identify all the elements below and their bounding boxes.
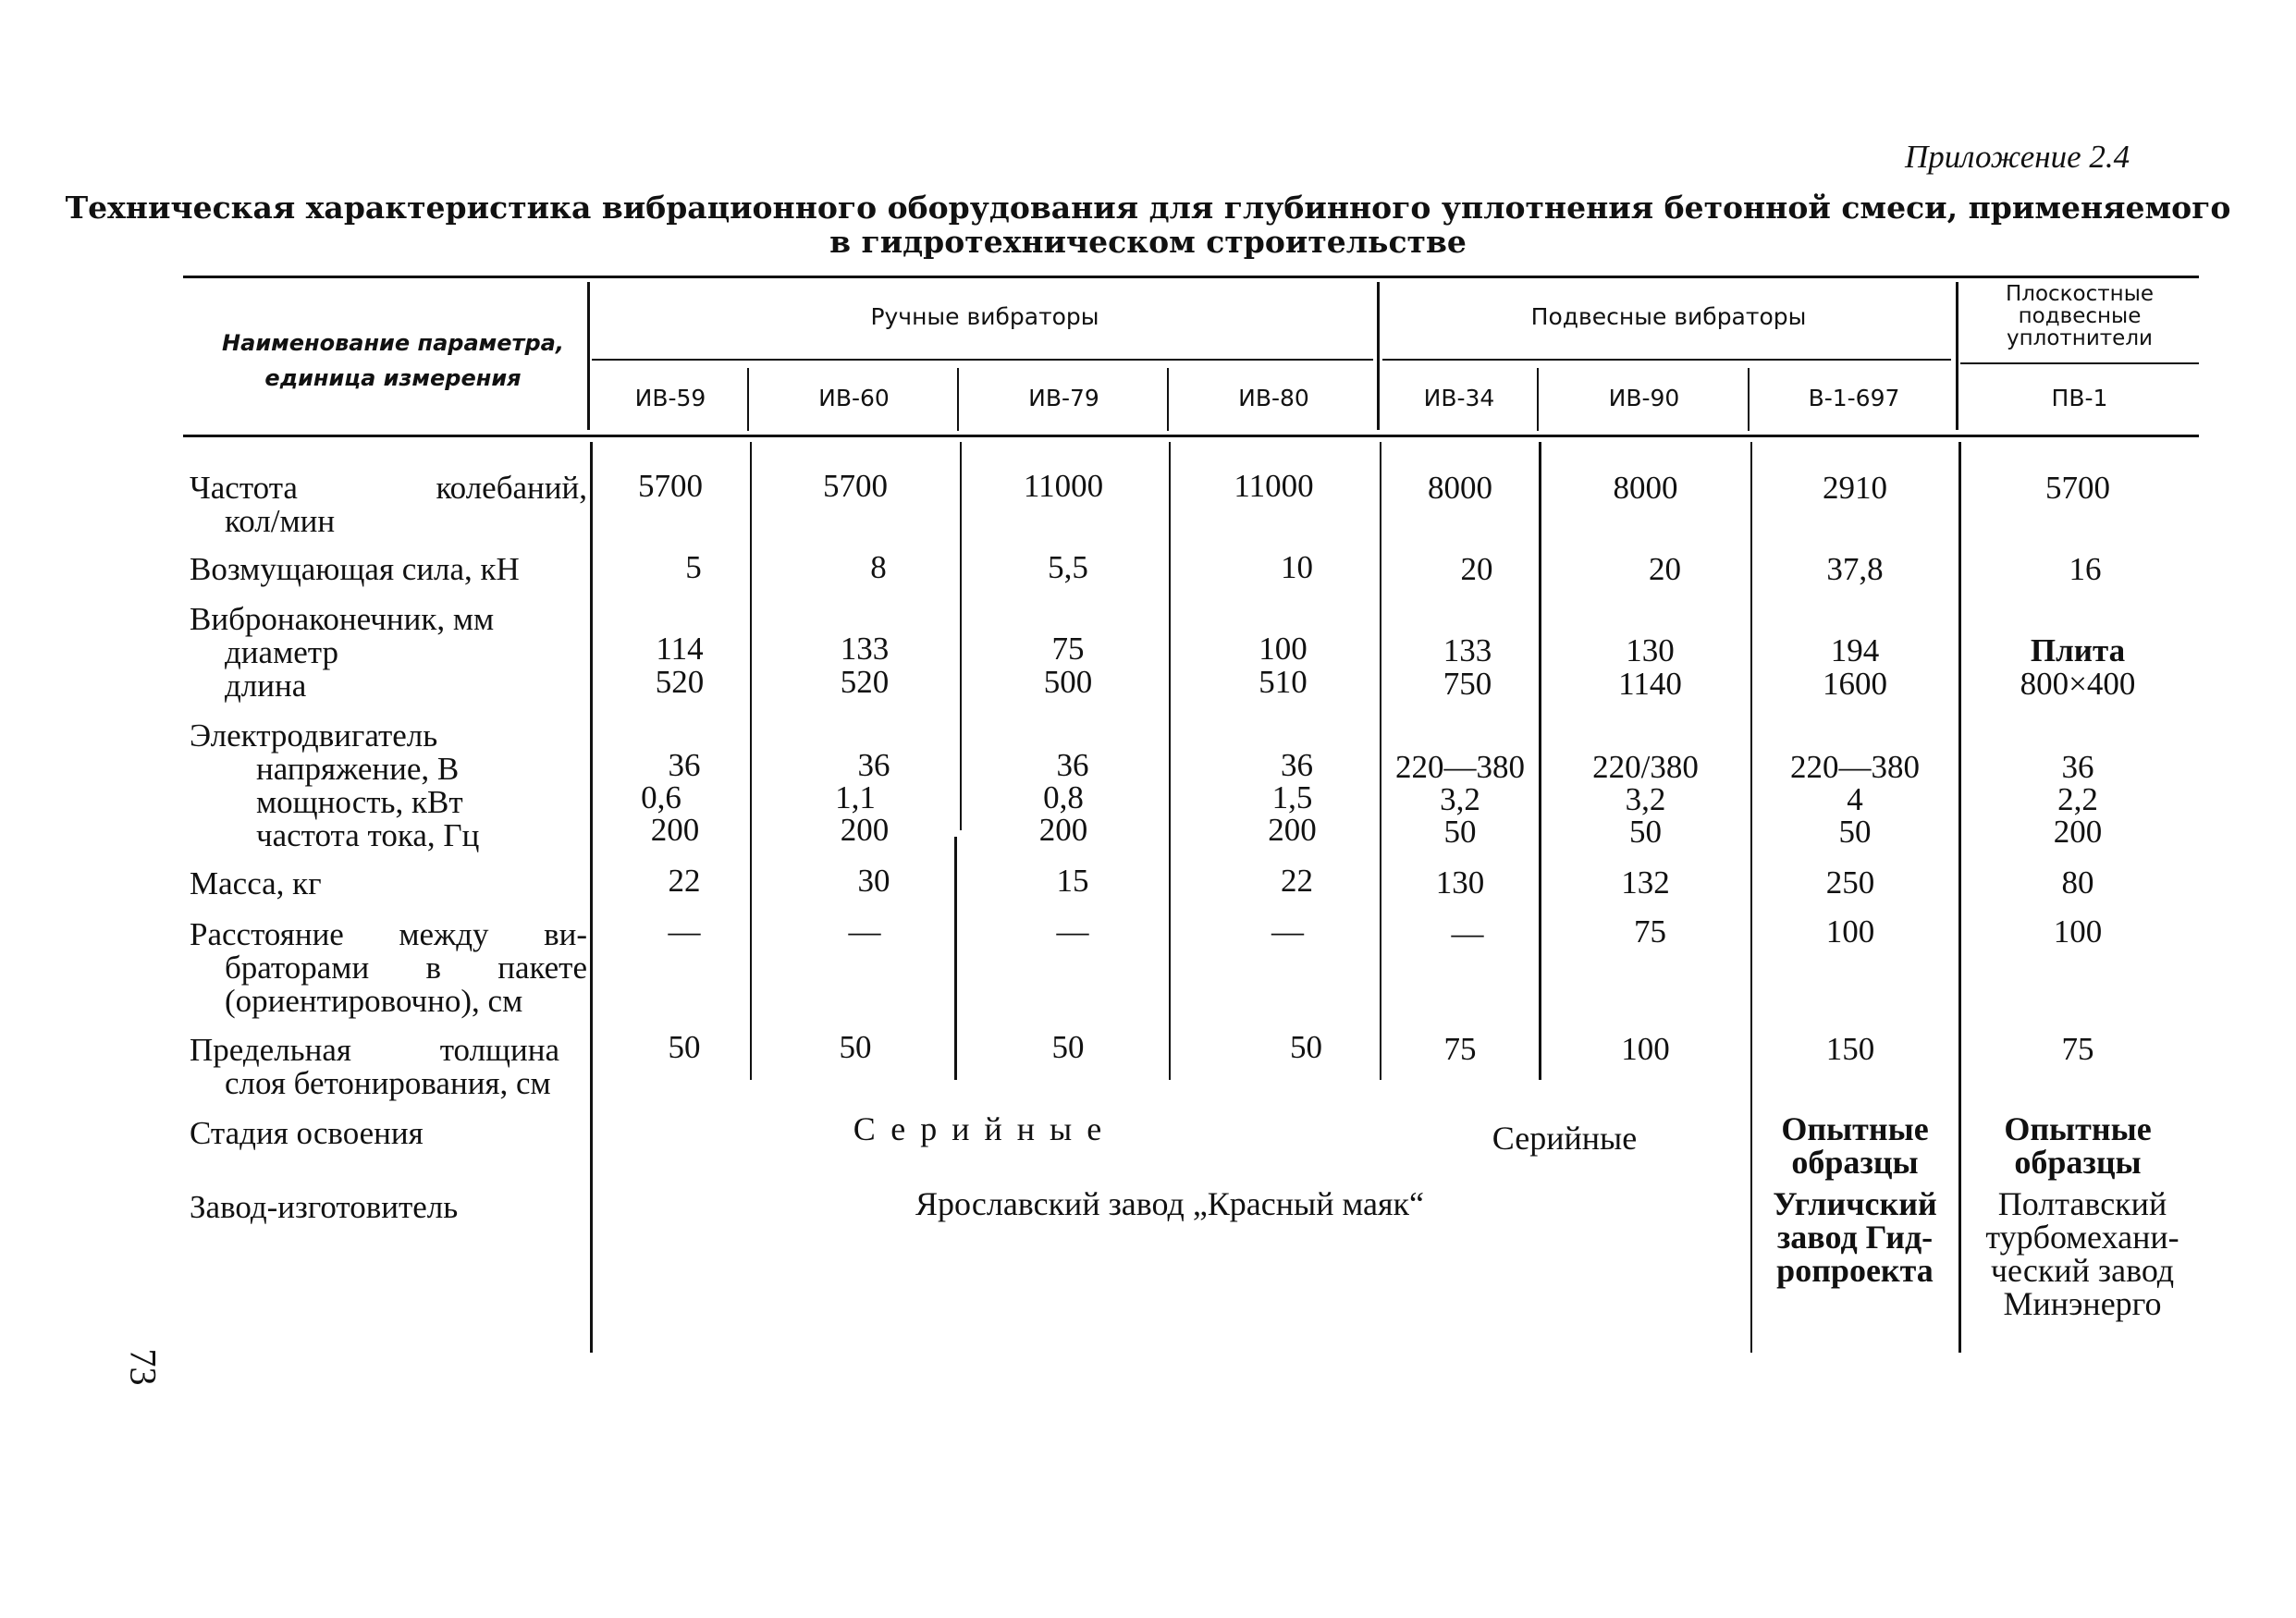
cell-motor-hz-iv80: 200 xyxy=(1268,812,1317,848)
label-motor: Электродвигатель напряжение, В мощность, кВт частота тока, Гц xyxy=(190,717,480,853)
cell-motor-power-iv79: 0,8 xyxy=(1043,779,1084,815)
header-group-suspended: Подвесные вибраторы xyxy=(1530,303,1807,330)
cell-dist-v1697: 100 xyxy=(1825,913,1875,950)
cell-motor-volt-iv60: 36 xyxy=(857,747,890,783)
cell-motor-hz-iv60: 200 xyxy=(840,812,890,848)
label-distance: Расстояние между ви- браторами в пакете (ориентировочно), см xyxy=(190,916,587,1019)
cell-motor-power-pv1: 2,2 xyxy=(2057,781,2098,817)
cell-force-iv60: 8 xyxy=(870,549,887,585)
cell-force-iv90: 20 xyxy=(1649,551,1681,587)
vline-param xyxy=(587,282,590,430)
cell-force-iv80: 10 xyxy=(1281,549,1313,585)
header-group-planar: Плоскостные подвесные уплотнители xyxy=(2005,282,2155,350)
cell-thick-v1697: 150 xyxy=(1825,1031,1875,1067)
header-model-iv90: ИВ-90 xyxy=(1608,385,1680,411)
cell-motor-power-iv80: 1,5 xyxy=(1271,779,1313,815)
label-stage: Стадия освоения xyxy=(190,1115,424,1151)
table-title-line-2: в гидротехническом строительстве xyxy=(829,224,1467,260)
cell-force-iv34: 20 xyxy=(1460,551,1493,587)
cell-tip-diam-iv34: 133 xyxy=(1443,632,1492,668)
cell-tip-diam-iv90: 130 xyxy=(1626,632,1675,668)
cell-motor-power-iv90: 3,2 xyxy=(1625,781,1666,817)
cell-dist-iv60: — xyxy=(848,913,881,950)
cell-stage-suspended: Серийные xyxy=(1492,1120,1638,1157)
header-model-iv34: ИВ-34 xyxy=(1423,385,1495,411)
cell-tip-diam-iv60: 133 xyxy=(840,631,890,667)
cell-freq-iv79: 11000 xyxy=(1023,468,1104,504)
cell-dist-pv1: 100 xyxy=(2053,913,2103,950)
cell-thick-iv60: 50 xyxy=(839,1029,872,1065)
cell-tip-diam-v1697: 194 xyxy=(1830,632,1880,668)
cell-thick-iv34: 75 xyxy=(1443,1031,1477,1067)
appendix-label: Приложение 2.4 xyxy=(1905,139,2130,175)
cell-tip-len-iv90: 1140 xyxy=(1618,666,1682,702)
cell-factory-shared: Ярославский завод „Красный маяк“ xyxy=(915,1185,1425,1222)
page-number: 73 xyxy=(122,1348,165,1386)
header-model-v1697: В-1-697 xyxy=(1808,385,1900,411)
cell-thick-iv59: 50 xyxy=(668,1029,701,1065)
cell-tip-pv1-line1: Плита xyxy=(2030,632,2126,668)
cell-motor-hz-iv90: 50 xyxy=(1629,814,1662,850)
cell-dist-iv34: — xyxy=(1451,915,1484,951)
cell-stage-manual: Серийные xyxy=(853,1110,1117,1147)
cell-stage-v1697: Опытные образцы xyxy=(1781,1110,1929,1181)
cell-motor-hz-iv59: 200 xyxy=(650,812,700,848)
group-rule-suspended xyxy=(1382,359,1951,361)
cell-mass-iv80: 22 xyxy=(1281,863,1313,899)
cell-motor-volt-iv79: 36 xyxy=(1056,747,1089,783)
top-rule xyxy=(183,276,2199,278)
cell-freq-iv59: 5700 xyxy=(638,468,703,504)
header-group-manual: Ручные вибраторы xyxy=(870,303,1099,330)
cell-tip-len-iv34: 750 xyxy=(1443,666,1492,702)
cell-freq-v1697: 2910 xyxy=(1823,470,1887,506)
cell-thick-pv1: 75 xyxy=(2061,1031,2094,1067)
label-mass: Масса, кг xyxy=(190,865,322,901)
header-model-iv60: ИВ-60 xyxy=(818,385,890,411)
cell-factory-v1697: Угличский завод Гид- ропроекта xyxy=(1773,1185,1937,1289)
cell-tip-diam-iv79: 75 xyxy=(1051,631,1085,667)
cell-stage-pv1: Опытные образцы xyxy=(2004,1110,2152,1181)
group-rule-planar xyxy=(1960,362,2199,364)
cell-tip-len-iv80: 510 xyxy=(1259,664,1308,700)
cell-dist-iv80: — xyxy=(1271,913,1304,950)
cell-motor-hz-iv34: 50 xyxy=(1443,814,1477,850)
cell-motor-volt-iv90: 220/380 xyxy=(1592,749,1699,785)
cell-tip-len-iv79: 500 xyxy=(1043,664,1093,700)
header-param-label: Наименование параметра, единица измерения xyxy=(222,330,564,391)
label-tip: Вибронаконечник, мм диаметр длина xyxy=(190,601,495,704)
cell-freq-iv34: 8000 xyxy=(1428,470,1492,506)
cell-motor-volt-iv80: 36 xyxy=(1281,747,1313,783)
header-model-iv59: ИВ-59 xyxy=(634,385,706,411)
cell-dist-iv90: 75 xyxy=(1634,913,1666,950)
cell-mass-iv34: 130 xyxy=(1435,864,1485,901)
cell-mass-pv1: 80 xyxy=(2061,864,2094,901)
cell-tip-diam-iv80: 100 xyxy=(1259,631,1308,667)
cell-motor-volt-pv1: 36 xyxy=(2061,749,2094,785)
cell-motor-volt-iv34: 220—380 xyxy=(1395,749,1525,785)
cell-dist-iv79: — xyxy=(1056,913,1089,950)
vline-body-7 xyxy=(1958,442,1961,1353)
cell-mass-v1697: 250 xyxy=(1825,864,1875,901)
cell-motor-hz-v1697: 50 xyxy=(1838,814,1872,850)
cell-motor-hz-iv79: 200 xyxy=(1038,812,1088,848)
cell-thick-iv79: 50 xyxy=(1051,1029,1085,1065)
cell-motor-hz-pv1: 200 xyxy=(2053,814,2103,850)
cell-freq-iv80: 11000 xyxy=(1234,468,1314,504)
cell-force-iv59: 5 xyxy=(685,549,702,585)
cell-mass-iv59: 22 xyxy=(668,863,701,899)
label-thickness: Предельная толщина слоя бетонирования, см xyxy=(190,1032,559,1101)
label-force: Возмущающая сила, кН xyxy=(190,551,520,587)
group-rule-manual xyxy=(592,359,1373,361)
cell-motor-power-iv60: 1,1 xyxy=(835,779,876,815)
cell-freq-iv60: 5700 xyxy=(823,468,888,504)
table-title-line-1: Техническая характеристика вибрационного оборудования для глубинного уплотнения бетонной смеси, применяемого xyxy=(65,190,2231,226)
header-bottom-rule xyxy=(183,435,2199,437)
cell-mass-iv79: 15 xyxy=(1056,863,1089,899)
cell-force-pv1: 16 xyxy=(2069,551,2102,587)
cell-motor-power-iv59: 0,6 xyxy=(641,779,681,815)
cell-freq-pv1: 5700 xyxy=(2045,470,2110,506)
cell-tip-len-iv60: 520 xyxy=(840,664,890,700)
header-model-iv80: ИВ-80 xyxy=(1238,385,1309,411)
cell-tip-pv1-line2: 800×400 xyxy=(2020,666,2136,702)
cell-force-iv79: 5,5 xyxy=(1048,549,1088,585)
cell-freq-iv90: 8000 xyxy=(1613,470,1678,506)
cell-mass-iv90: 132 xyxy=(1621,864,1670,901)
cell-tip-len-iv59: 520 xyxy=(655,664,705,700)
label-factory: Завод-изготовитель xyxy=(190,1189,459,1225)
cell-dist-iv59: — xyxy=(668,913,701,950)
cell-thick-iv80: 50 xyxy=(1290,1029,1322,1065)
cell-factory-pv1: Полтавский турбомехани- ческий завод Минэнерго xyxy=(1985,1185,2179,1322)
cell-mass-iv60: 30 xyxy=(857,863,890,899)
header-model-iv79: ИВ-79 xyxy=(1028,385,1099,411)
cell-motor-volt-v1697: 220—380 xyxy=(1790,749,1920,785)
cell-motor-power-v1697: 4 xyxy=(1847,781,1863,817)
cell-motor-power-iv34: 3,2 xyxy=(1440,781,1480,817)
cell-force-v1697: 37,8 xyxy=(1826,551,1884,587)
header-model-pv1: ПВ-1 xyxy=(2051,385,2108,411)
cell-tip-diam-iv59: 114 xyxy=(656,631,704,667)
label-freq: Частота колебаний, кол/мин xyxy=(190,470,587,539)
cell-motor-volt-iv59: 36 xyxy=(668,747,701,783)
cell-thick-iv90: 100 xyxy=(1621,1031,1670,1067)
cell-tip-len-v1697: 1600 xyxy=(1823,666,1887,702)
